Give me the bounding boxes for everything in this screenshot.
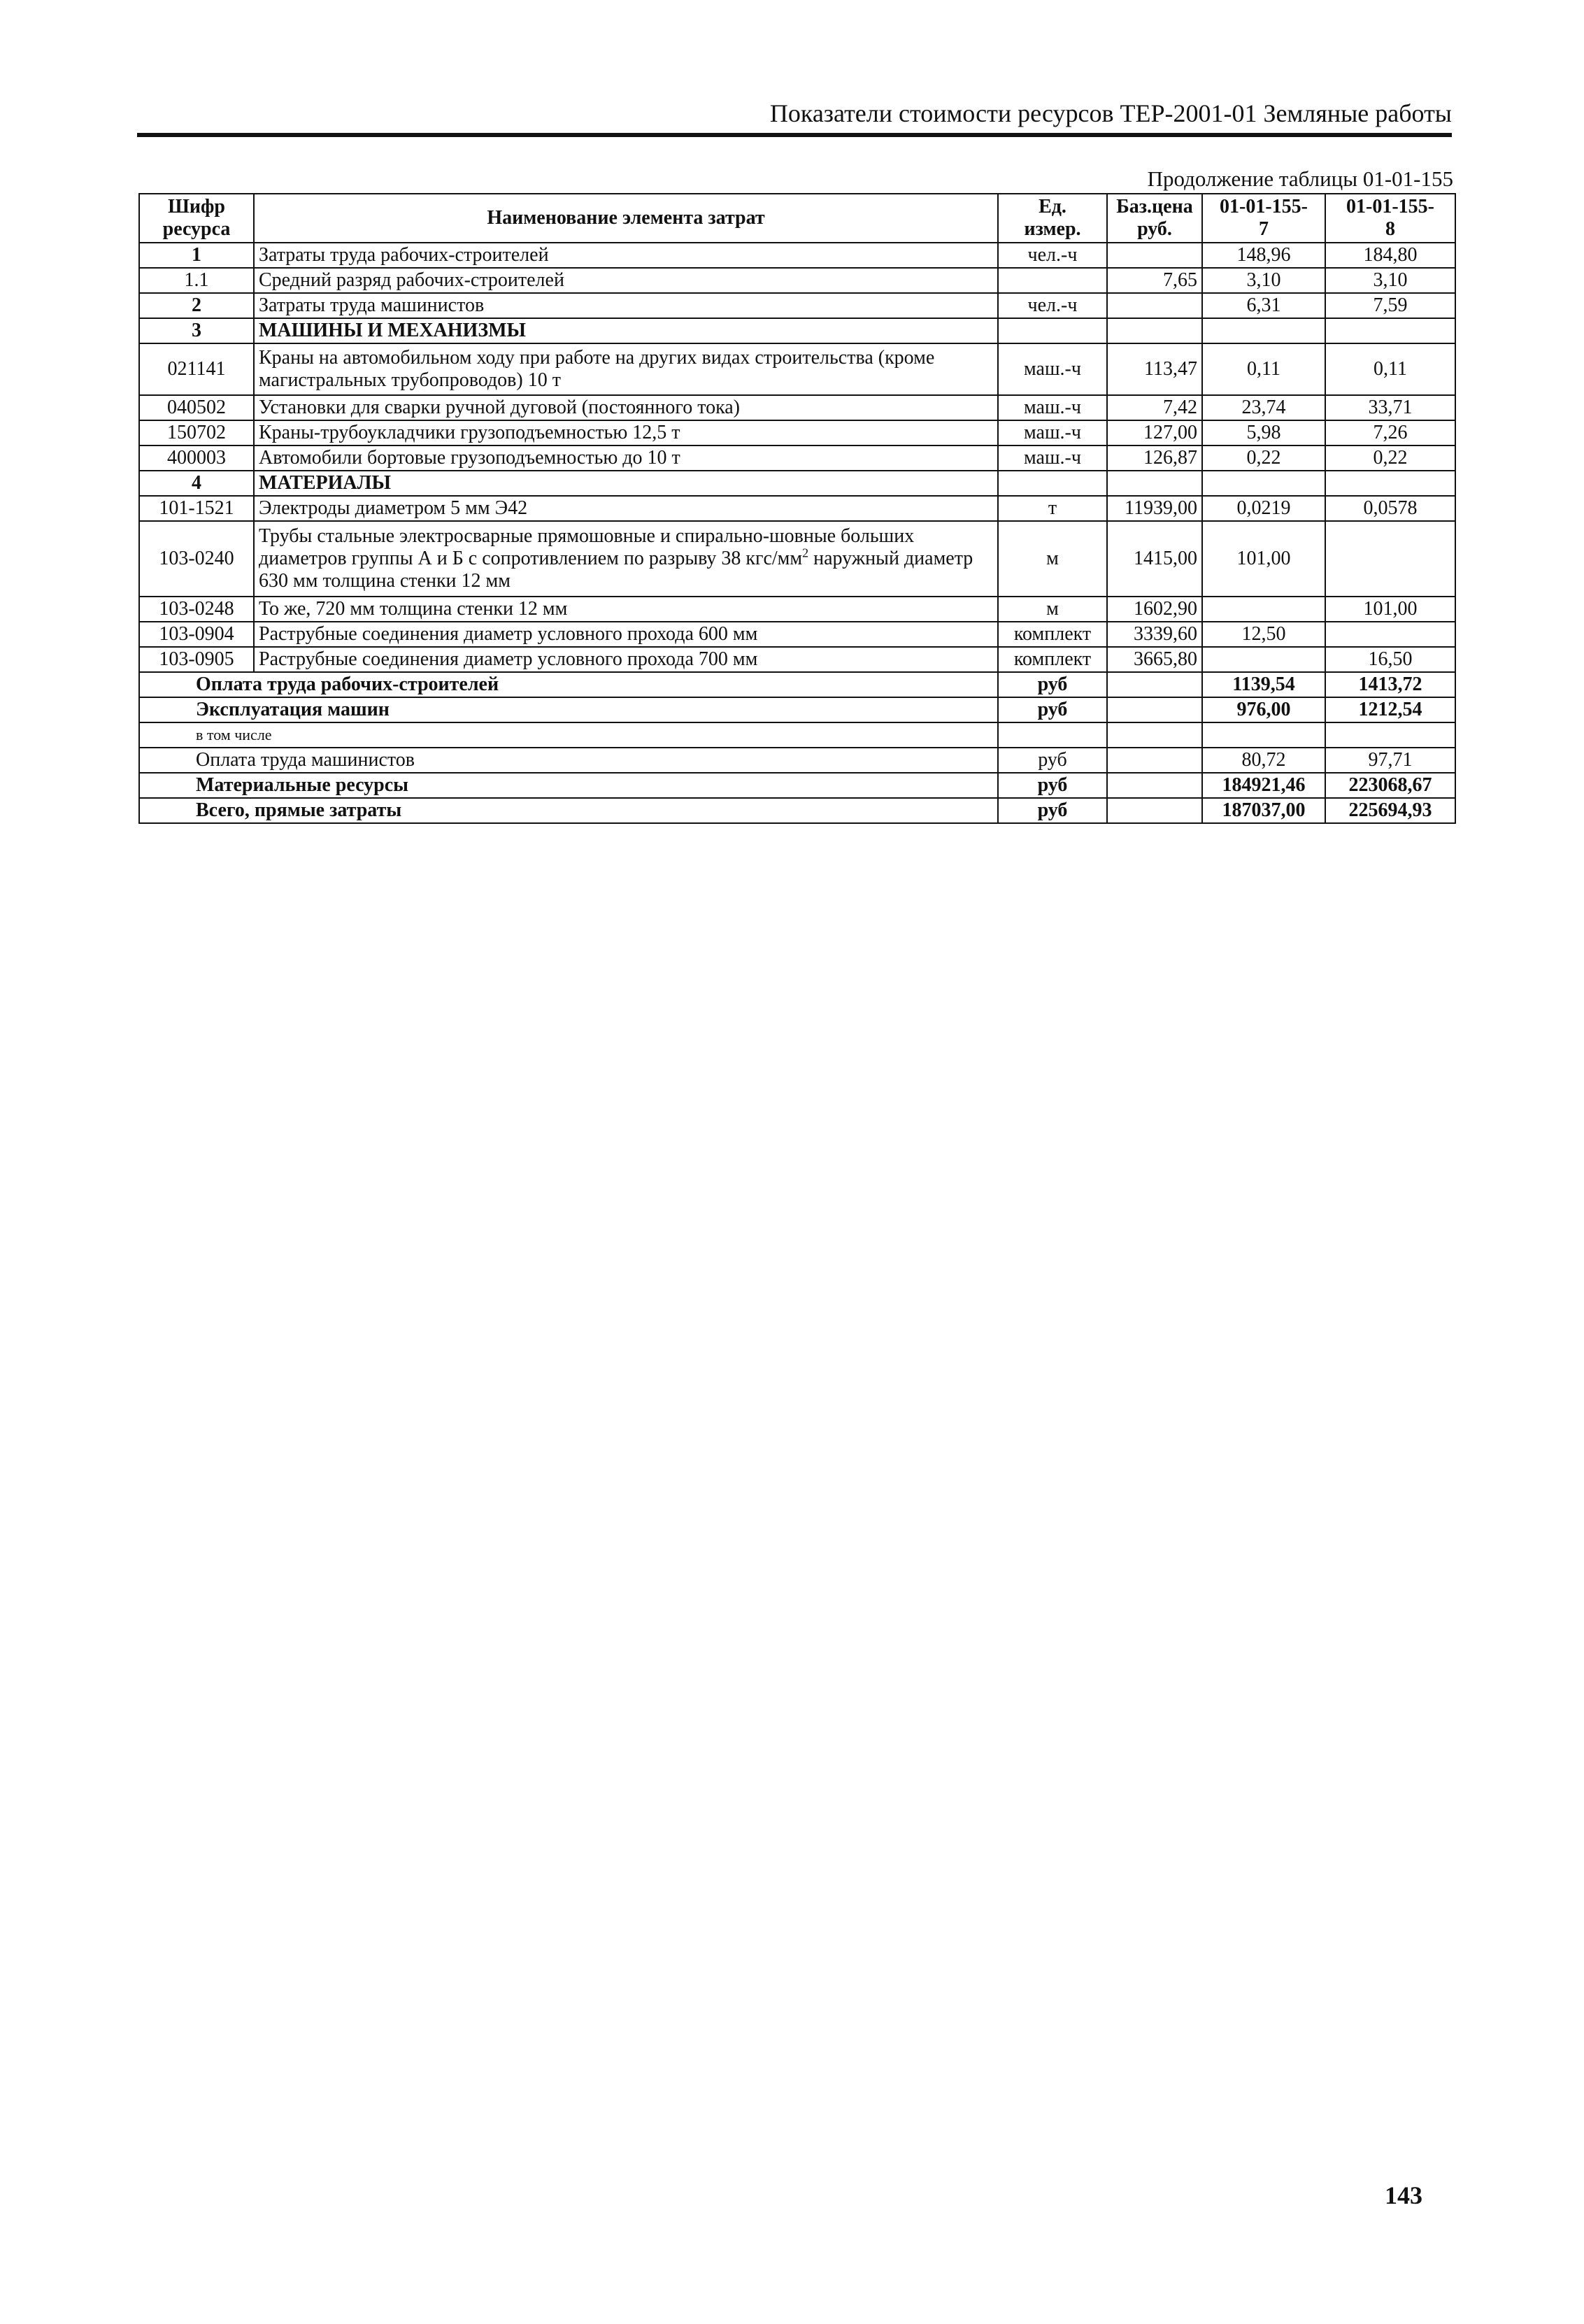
row-value-8	[1325, 318, 1455, 343]
row-base-price	[1107, 318, 1202, 343]
row-value-7: 0,0219	[1202, 496, 1325, 521]
table-row	[139, 597, 1455, 622]
row-code: 101-1521	[139, 496, 254, 521]
row-name: Раструбные соединения диаметр условного прохода 600 мм	[254, 622, 998, 647]
row-unit	[998, 471, 1107, 496]
row-value-7: 148,96	[1202, 243, 1325, 268]
row-value-8	[1325, 521, 1455, 597]
total-base-price	[1107, 672, 1202, 697]
total-unit: руб	[998, 672, 1107, 697]
total-value-7: 976,00	[1202, 697, 1325, 722]
row-unit: комплект	[998, 647, 1107, 672]
row-code: 103-0248	[139, 597, 254, 622]
row-unit	[998, 318, 1107, 343]
row-name: Раструбные соединения диаметр условного прохода 700 мм	[254, 647, 998, 672]
row-value-8: 0,0578	[1325, 496, 1455, 521]
row-code: 1	[139, 243, 254, 268]
page-number: 143	[1385, 2181, 1422, 2209]
total-base-price	[1107, 697, 1202, 722]
row-unit: чел.-ч	[998, 243, 1107, 268]
header-name: Наименование элемента затрат	[254, 194, 998, 243]
row-base-price: 7,65	[1107, 268, 1202, 293]
row-base-price	[1107, 471, 1202, 496]
row-code: 1.1	[139, 268, 254, 293]
row-base-price: 127,00	[1107, 420, 1202, 445]
row-name: Автомобили бортовые грузоподъемностью до 10 т	[254, 445, 998, 471]
row-value-7: 6,31	[1202, 293, 1325, 318]
total-value-7: 187037,00	[1202, 798, 1325, 823]
row-value-8	[1325, 622, 1455, 647]
total-label: Всего, прямые затраты	[139, 798, 998, 823]
total-row	[139, 773, 1455, 798]
total-unit: руб	[998, 697, 1107, 722]
row-value-8: 7,59	[1325, 293, 1455, 318]
total-unit	[998, 722, 1107, 748]
row-value-8: 0,11	[1325, 343, 1455, 395]
total-value-8: 1212,54	[1325, 697, 1455, 722]
section-title: МАТЕРИАЛЫ	[254, 471, 998, 496]
row-value-7	[1202, 471, 1325, 496]
total-unit: руб	[998, 773, 1107, 798]
total-row	[139, 798, 1455, 823]
row-name: Средний разряд рабочих-строителей	[254, 268, 998, 293]
row-unit: маш.-ч	[998, 395, 1107, 420]
total-base-price	[1107, 798, 1202, 823]
row-value-7: 23,74	[1202, 395, 1325, 420]
row-base-price: 1602,90	[1107, 597, 1202, 622]
row-unit: маш.-ч	[998, 445, 1107, 471]
row-value-7: 12,50	[1202, 622, 1325, 647]
row-unit: м	[998, 597, 1107, 622]
row-base-price: 126,87	[1107, 445, 1202, 471]
row-unit: маш.-ч	[998, 343, 1107, 395]
row-base-price: 3665,80	[1107, 647, 1202, 672]
row-code: 150702	[139, 420, 254, 445]
table-row	[139, 445, 1455, 471]
header-unit: Ед. измер.	[998, 194, 1107, 243]
row-value-7: 0,11	[1202, 343, 1325, 395]
table-continuation-label: Продолжение таблицы 01-01-155	[1147, 166, 1453, 191]
row-name: Краны-трубоукладчики грузоподъемностью 12,5 т	[254, 420, 998, 445]
table-row	[139, 420, 1455, 445]
total-row	[139, 672, 1455, 697]
total-value-8: 1413,72	[1325, 672, 1455, 697]
total-base-price	[1107, 748, 1202, 773]
row-code: 103-0905	[139, 647, 254, 672]
resource-cost-table	[138, 193, 1456, 824]
row-unit: комплект	[998, 622, 1107, 647]
header-rule	[137, 133, 1452, 137]
total-value-8: 97,71	[1325, 748, 1455, 773]
total-value-8	[1325, 722, 1455, 748]
row-name: Затраты труда машинистов	[254, 293, 998, 318]
total-value-7: 1139,54	[1202, 672, 1325, 697]
row-unit	[998, 268, 1107, 293]
row-value-8: 3,10	[1325, 268, 1455, 293]
row-base-price: 11939,00	[1107, 496, 1202, 521]
total-base-price	[1107, 722, 1202, 748]
row-value-7	[1202, 647, 1325, 672]
total-label: Эксплуатация машин	[139, 697, 998, 722]
total-value-8: 223068,67	[1325, 773, 1455, 798]
table-row	[139, 293, 1455, 318]
row-value-7	[1202, 597, 1325, 622]
row-unit: маш.-ч	[998, 420, 1107, 445]
row-value-8: 16,50	[1325, 647, 1455, 672]
row-code: 3	[139, 318, 254, 343]
header-col-8: 01-01-155- 8	[1325, 194, 1455, 243]
row-value-8: 33,71	[1325, 395, 1455, 420]
table-header-row	[139, 194, 1455, 243]
table-row	[139, 496, 1455, 521]
row-value-8	[1325, 471, 1455, 496]
row-base-price: 113,47	[1107, 343, 1202, 395]
row-base-price	[1107, 243, 1202, 268]
row-base-price: 3339,60	[1107, 622, 1202, 647]
total-base-price	[1107, 773, 1202, 798]
total-value-7	[1202, 722, 1325, 748]
total-row	[139, 697, 1455, 722]
table-row	[139, 343, 1455, 395]
total-unit: руб	[998, 798, 1107, 823]
total-value-7: 184921,46	[1202, 773, 1325, 798]
row-value-7: 101,00	[1202, 521, 1325, 597]
total-unit: руб	[998, 748, 1107, 773]
table-row	[139, 622, 1455, 647]
row-name: Установки для сварки ручной дуговой (постоянного тока)	[254, 395, 998, 420]
table-row	[139, 243, 1455, 268]
table-row	[139, 395, 1455, 420]
header-col-7: 01-01-155- 7	[1202, 194, 1325, 243]
row-value-7: 0,22	[1202, 445, 1325, 471]
row-code: 103-0904	[139, 622, 254, 647]
row-name: Электроды диаметром 5 мм Э42	[254, 496, 998, 521]
row-name: Краны на автомобильном ходу при работе на других видах строительства (кроме магистральных трубопроводов) 10 т	[254, 343, 998, 395]
row-value-8: 7,26	[1325, 420, 1455, 445]
row-code: 021141	[139, 343, 254, 395]
total-value-7: 80,72	[1202, 748, 1325, 773]
row-base-price	[1107, 293, 1202, 318]
header-code: Шифр ресурса	[139, 194, 254, 243]
row-unit: м	[998, 521, 1107, 597]
row-name: То же, 720 мм толщина стенки 12 мм	[254, 597, 998, 622]
section-title: МАШИНЫ И МЕХАНИЗМЫ	[254, 318, 998, 343]
page-header: Показатели стоимости ресурсов ТЕР-2001-01 Земляные работы	[769, 99, 1452, 127]
row-name: Трубы стальные электросварные прямошовные и спирально-шовные больших диаметров группы А и Б с сопротивлением по разрыву 38 кгс/$мм^2$ наружный диаметр 630 мм толщина стенки 12 мм	[254, 521, 998, 597]
row-base-price: 1415,00	[1107, 521, 1202, 597]
total-row	[139, 722, 1455, 748]
total-label: Материальные ресурсы	[139, 773, 998, 798]
row-value-7: 5,98	[1202, 420, 1325, 445]
row-value-7	[1202, 318, 1325, 343]
row-code: 4	[139, 471, 254, 496]
row-base-price: 7,42	[1107, 395, 1202, 420]
section-row-materials	[139, 471, 1455, 496]
row-code: 2	[139, 293, 254, 318]
row-value-8: 0,22	[1325, 445, 1455, 471]
row-value-7: 3,10	[1202, 268, 1325, 293]
row-code: 103-0240	[139, 521, 254, 597]
total-label: Оплата труда машинистов	[139, 748, 998, 773]
total-row	[139, 748, 1455, 773]
row-name: Затраты труда рабочих-строителей	[254, 243, 998, 268]
section-row-machines	[139, 318, 1455, 343]
row-unit: т	[998, 496, 1107, 521]
table-row	[139, 647, 1455, 672]
row-value-8: 101,00	[1325, 597, 1455, 622]
row-unit: чел.-ч	[998, 293, 1107, 318]
header-base-price: Баз.цена руб.	[1107, 194, 1202, 243]
total-value-8: 225694,93	[1325, 798, 1455, 823]
table-row	[139, 268, 1455, 293]
row-code: 040502	[139, 395, 254, 420]
table-row	[139, 521, 1455, 597]
row-value-8: 184,80	[1325, 243, 1455, 268]
total-label: в том числе	[139, 722, 998, 748]
row-code: 400003	[139, 445, 254, 471]
total-label: Оплата труда рабочих-строителей	[139, 672, 998, 697]
